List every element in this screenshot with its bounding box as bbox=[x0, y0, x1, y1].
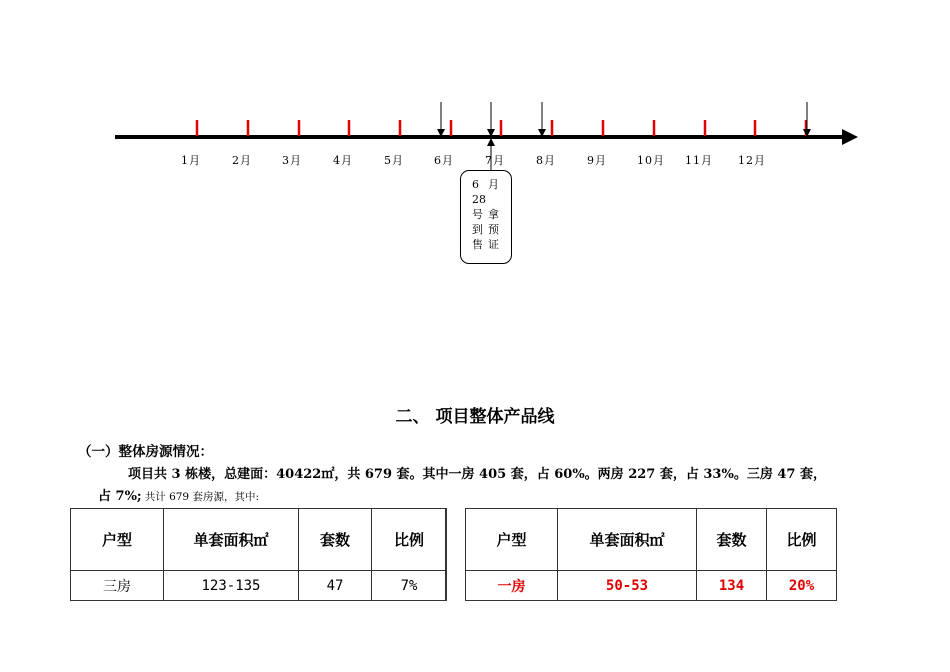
presale-callout bbox=[460, 170, 512, 264]
header-cell: 套数 bbox=[697, 509, 767, 571]
header-cell: 比例 bbox=[767, 509, 837, 571]
month-label: 7月 bbox=[485, 154, 505, 167]
header-cell: 户型 bbox=[466, 509, 558, 571]
callout-row bbox=[472, 192, 511, 207]
callout-text: 拿 bbox=[488, 208, 499, 221]
callout-text: 28 bbox=[472, 193, 486, 206]
summary-note: 共计 679 套房源，其中: bbox=[144, 491, 259, 503]
header-cell: 户型 bbox=[71, 509, 164, 571]
table-header-row bbox=[466, 509, 837, 571]
summary-paragraph: 项目共 3 栋楼，总建面：40422㎡，共 679 套。其中一房 405 套，占 60%。两房 227 套，占 33%。三房 47 套， bbox=[128, 467, 826, 482]
callout-text bbox=[488, 192, 502, 207]
month-label: 9月 bbox=[587, 154, 607, 167]
table-row bbox=[466, 571, 837, 601]
month-label: 11月 bbox=[685, 154, 713, 167]
table-cell: 47 bbox=[299, 571, 372, 601]
pointer-arrow bbox=[487, 102, 495, 137]
table-cell: 7% bbox=[372, 571, 447, 601]
month-label: 2月 bbox=[232, 154, 252, 167]
month-label: 5月 bbox=[384, 154, 404, 167]
month-label: 4月 bbox=[333, 154, 353, 167]
callout-row bbox=[472, 222, 511, 237]
pointer-arrow bbox=[437, 102, 445, 137]
header-cell: 单套面积㎡ bbox=[558, 509, 697, 571]
callout-row bbox=[472, 207, 511, 222]
timeline-arrowhead bbox=[842, 129, 858, 145]
callout-text: 月 bbox=[488, 178, 499, 191]
month-label: 1月 bbox=[181, 154, 201, 167]
month-label: 3月 bbox=[282, 154, 302, 167]
table-separator bbox=[445, 508, 446, 600]
table-cell: 20% bbox=[767, 571, 837, 601]
subsection-title: （一）整体房源情况： bbox=[78, 444, 213, 460]
table-cell: 50-53 bbox=[558, 571, 697, 601]
table-cell: 一房 bbox=[466, 571, 558, 601]
summary-paragraph-continued bbox=[98, 486, 873, 508]
table-cell: 134 bbox=[697, 571, 767, 601]
callout-text: 售 bbox=[472, 238, 483, 251]
header-cell: 套数 bbox=[299, 509, 372, 571]
callout-row bbox=[472, 177, 511, 192]
header-cell: 单套面积㎡ bbox=[164, 509, 299, 571]
table-cell: 123-135 bbox=[164, 571, 299, 601]
section-title: 二、 项目整体产品线 bbox=[395, 407, 555, 427]
callout-text: 6 bbox=[472, 178, 479, 191]
pointer-arrow bbox=[538, 102, 546, 137]
callout-text: 号 bbox=[472, 208, 483, 221]
callout-text: 证 bbox=[488, 238, 499, 251]
month-label: 6月 bbox=[434, 154, 454, 167]
callout-text: 预 bbox=[488, 223, 499, 236]
timeline-chart bbox=[0, 0, 950, 170]
unit-table-right bbox=[465, 508, 837, 601]
callout-row bbox=[472, 237, 511, 252]
table-row bbox=[71, 571, 447, 601]
pointer-arrow bbox=[803, 102, 811, 137]
timeline-ticks bbox=[197, 120, 806, 136]
month-label: 10月 bbox=[637, 154, 665, 167]
month-label: 12月 bbox=[738, 154, 766, 167]
header-cell: 比例 bbox=[372, 509, 447, 571]
callout-text: 到 bbox=[472, 223, 483, 236]
summary-text: 占 7%; bbox=[98, 489, 142, 504]
table-cell: 三房 bbox=[71, 571, 164, 601]
table-header-row bbox=[71, 509, 447, 571]
month-label: 8月 bbox=[536, 154, 556, 167]
unit-table-left bbox=[70, 508, 447, 601]
